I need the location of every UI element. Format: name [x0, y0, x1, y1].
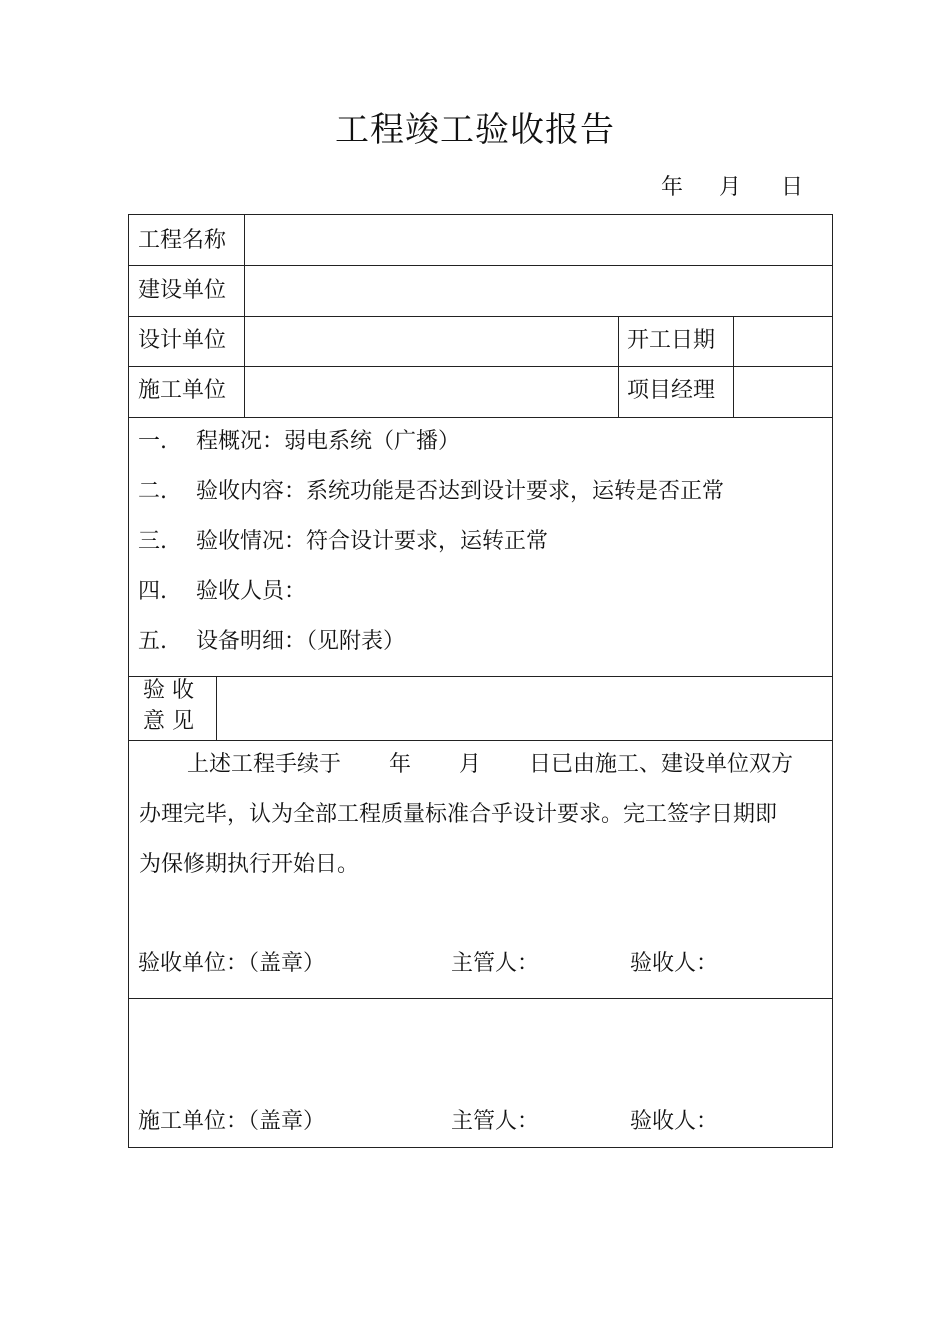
overview-item [138, 574, 306, 605]
overview-item-number: 三. [138, 529, 167, 554]
overview-item-number: 一. [138, 429, 167, 454]
construction-unit-seal: 施工单位：（盖章） [138, 1109, 326, 1134]
start-date-value [735, 318, 832, 365]
statement-text: 日已由施工、建设单位双方 [529, 752, 794, 777]
date-month-label: 月 [719, 175, 742, 200]
overview-item-text: 程概况：弱电系统（广播） [196, 429, 461, 454]
project-name-value [246, 217, 832, 264]
project-manager-value [735, 368, 832, 416]
acceptance-unit-seal: 验收单位：（盖章） [138, 951, 326, 976]
row-divider [129, 265, 832, 266]
start-date-label: 开工日期 [627, 328, 716, 353]
overview-item-text: 验收人员： [196, 579, 307, 604]
overview-item [138, 524, 548, 555]
column-divider [216, 676, 217, 740]
report-date [661, 170, 803, 201]
row-divider [129, 676, 832, 677]
overview-item-number: 二. [138, 479, 167, 504]
row-divider [129, 998, 832, 999]
statement-line: 办理完毕，认为全部工程质量标准合乎设计要求。完工签字日期即 [139, 802, 778, 827]
overview-item [138, 624, 405, 655]
overview-item [138, 424, 460, 455]
column-divider [618, 316, 619, 417]
project-manager-label: 项目经理 [627, 378, 716, 403]
date-year-label: 年 [661, 175, 684, 200]
overview-item-number: 五. [138, 629, 167, 654]
project-name-label: 工程名称 [138, 228, 227, 253]
column-divider [244, 215, 245, 417]
designer-value [246, 318, 617, 365]
acceptance-inspector: 验收人： [630, 951, 719, 976]
statement-month: 月 [459, 752, 482, 777]
overview-item-text: 验收情况：符合设计要求，运转正常 [196, 529, 549, 554]
column-divider [733, 316, 734, 417]
overview-item-number: 四. [138, 579, 167, 604]
page-title: 工程竣工验收报告 [335, 110, 615, 150]
opinion-label-line: 验 收 [143, 678, 194, 703]
designer-label: 设计单位 [138, 328, 227, 353]
acceptance-form [128, 214, 833, 1148]
construction-supervisor: 主管人： [451, 1109, 540, 1134]
overview-item-text: 验收内容：系统功能是否达到设计要求，运转是否正常 [196, 479, 725, 504]
opinion-label-line: 意 见 [143, 709, 194, 734]
row-divider [129, 366, 832, 367]
acceptance-supervisor: 主管人： [451, 951, 540, 976]
opinion-label [143, 675, 194, 737]
date-day-label: 日 [781, 175, 804, 200]
builder-value [246, 267, 832, 315]
row-divider [129, 740, 832, 741]
statement-text: 上述工程手续于 [187, 752, 342, 777]
contractor-value [246, 368, 617, 416]
overview-item-text: 设备明细：（见附表） [196, 629, 406, 654]
statement-year: 年 [389, 752, 412, 777]
construction-inspector: 验收人： [630, 1109, 719, 1134]
statement-line [187, 747, 793, 778]
row-divider [129, 316, 832, 317]
statement-line: 为保修期执行开始日。 [139, 852, 360, 877]
opinion-value [218, 678, 832, 739]
contractor-label: 施工单位 [138, 378, 227, 403]
builder-label: 建设单位 [138, 278, 227, 303]
overview-item [138, 474, 724, 505]
row-divider [129, 417, 832, 418]
